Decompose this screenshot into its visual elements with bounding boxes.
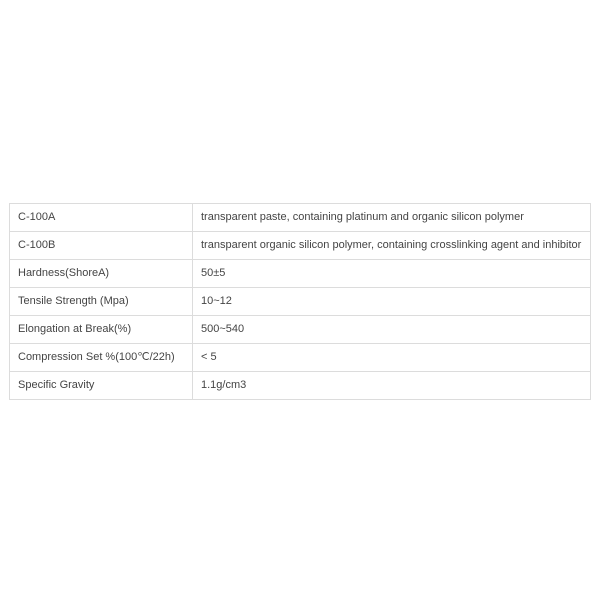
row-value: transparent organic silicon polymer, containing crosslinking agent and inhibitor (193, 232, 591, 260)
row-label: Elongation at Break(%) (10, 316, 193, 344)
row-label: Tensile Strength (Mpa) (10, 288, 193, 316)
table-row (10, 288, 591, 316)
row-value: 500~540 (193, 316, 591, 344)
row-value: 1.1g/cm3 (193, 372, 591, 400)
row-label: C-100B (10, 232, 193, 260)
table-row (10, 344, 591, 372)
specifications-table (9, 203, 591, 400)
row-label: Specific Gravity (10, 372, 193, 400)
table-row (10, 232, 591, 260)
table-row (10, 260, 591, 288)
row-value: < 5 (193, 344, 591, 372)
table-row (10, 372, 591, 400)
table-row (10, 204, 591, 232)
row-value: 50±5 (193, 260, 591, 288)
row-value: transparent paste, containing platinum and organic silicon polymer (193, 204, 591, 232)
table-row (10, 316, 591, 344)
row-value: 10~12 (193, 288, 591, 316)
row-label: C-100A (10, 204, 193, 232)
row-label: Hardness(ShoreA) (10, 260, 193, 288)
row-label: Compression Set %(100℃/22h) (10, 344, 193, 372)
